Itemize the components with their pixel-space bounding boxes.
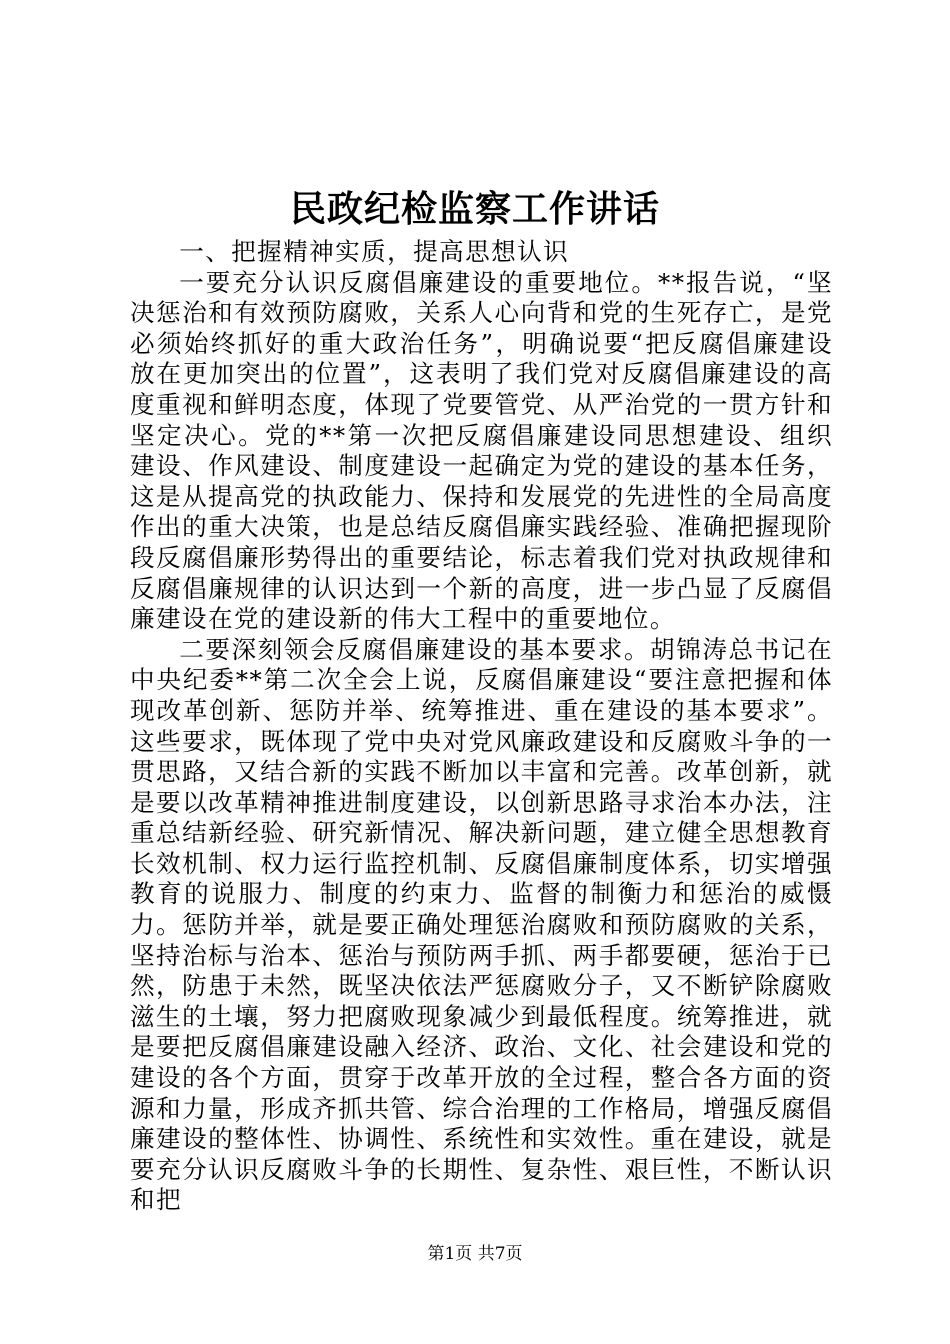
section-heading: 一、把握精神实质，提高思想认识 [179,237,570,266]
document-body [130,237,833,1216]
paragraph: 二要深刻领会反腐倡廉建设的基本要求。胡锦涛总书记在中央纪委**第二次全会上说，反腐倡廉建设“要注意把握和体现改革创新、惩防并举、统筹推进、重在建设的基本要求”。这些要求，既体现了党中央对党风廉政建设和反腐败斗争的一贯思路，又结合新的实践不断加以丰富和完善。改革创新，就是要以改革精神推进制度建设，以创新思路寻求治本办法，注重总结新经验、研究新情况、解决新问题，建立健全思想教育长效机制、权力运行监控机制、反腐倡廉制度体系，切实增强教育的说服力、制度的约束力、监督的制衡力和惩治的威慑力。惩防并举，就是要正确处理惩治腐败和预防腐败的关系，坚持治标与治本、惩治与预防两手抓、两手都要硬，惩治于已然，防患于未然，既坚决依法严惩腐败分子，又不断铲除腐败滋生的土壤，努力把腐败现象减少到最低程度。统筹推进，就是要把反腐倡廉建设融入经济、政治、文化、社会建设和党的建设的各个方面，贯穿于改革开放的全过程，整合各方面的资源和力量，形成齐抓共管、综合治理的工作格局，增强反腐倡廉建设的整体性、协调性、系统性和实效性。重在建设，就是要充分认识反腐败斗争的长期性、复杂性、艰巨性，不断认识和把 [130,634,833,1215]
document-title: 民政纪检监察工作讲话 [289,188,660,230]
page-footer: 第1页 共7页 [427,1244,523,1264]
paragraph: 一要充分认识反腐倡廉建设的重要地位。**报告说，“坚决惩治和有效预防腐败，关系人心向背和党的生死存亡，是党必须始终抓好的重大政治任务”，明确说要“把反腐倡廉建设放在更加突出的位置”，这表明了我们党对反腐倡廉建设的高度重视和鲜明态度，体现了党要管党、从严治党的一贯方针和坚定决心。党的**第一次把反腐倡廉建设同思想建设、组织建设、作风建设、制度建设一起确定为党的建设的基本任务，这是从提高党的执政能力、保持和发展党的先进性的全局高度作出的重大决策，也是总结反腐倡廉实践经验、准确把握现阶段反腐倡廉形势得出的重要结论，标志着我们党对执政规律和反腐倡廉规律的认识达到一个新的高度，进一步凸显了反腐倡廉建设在党的建设新的伟大工程中的重要地位。 [130,267,833,634]
